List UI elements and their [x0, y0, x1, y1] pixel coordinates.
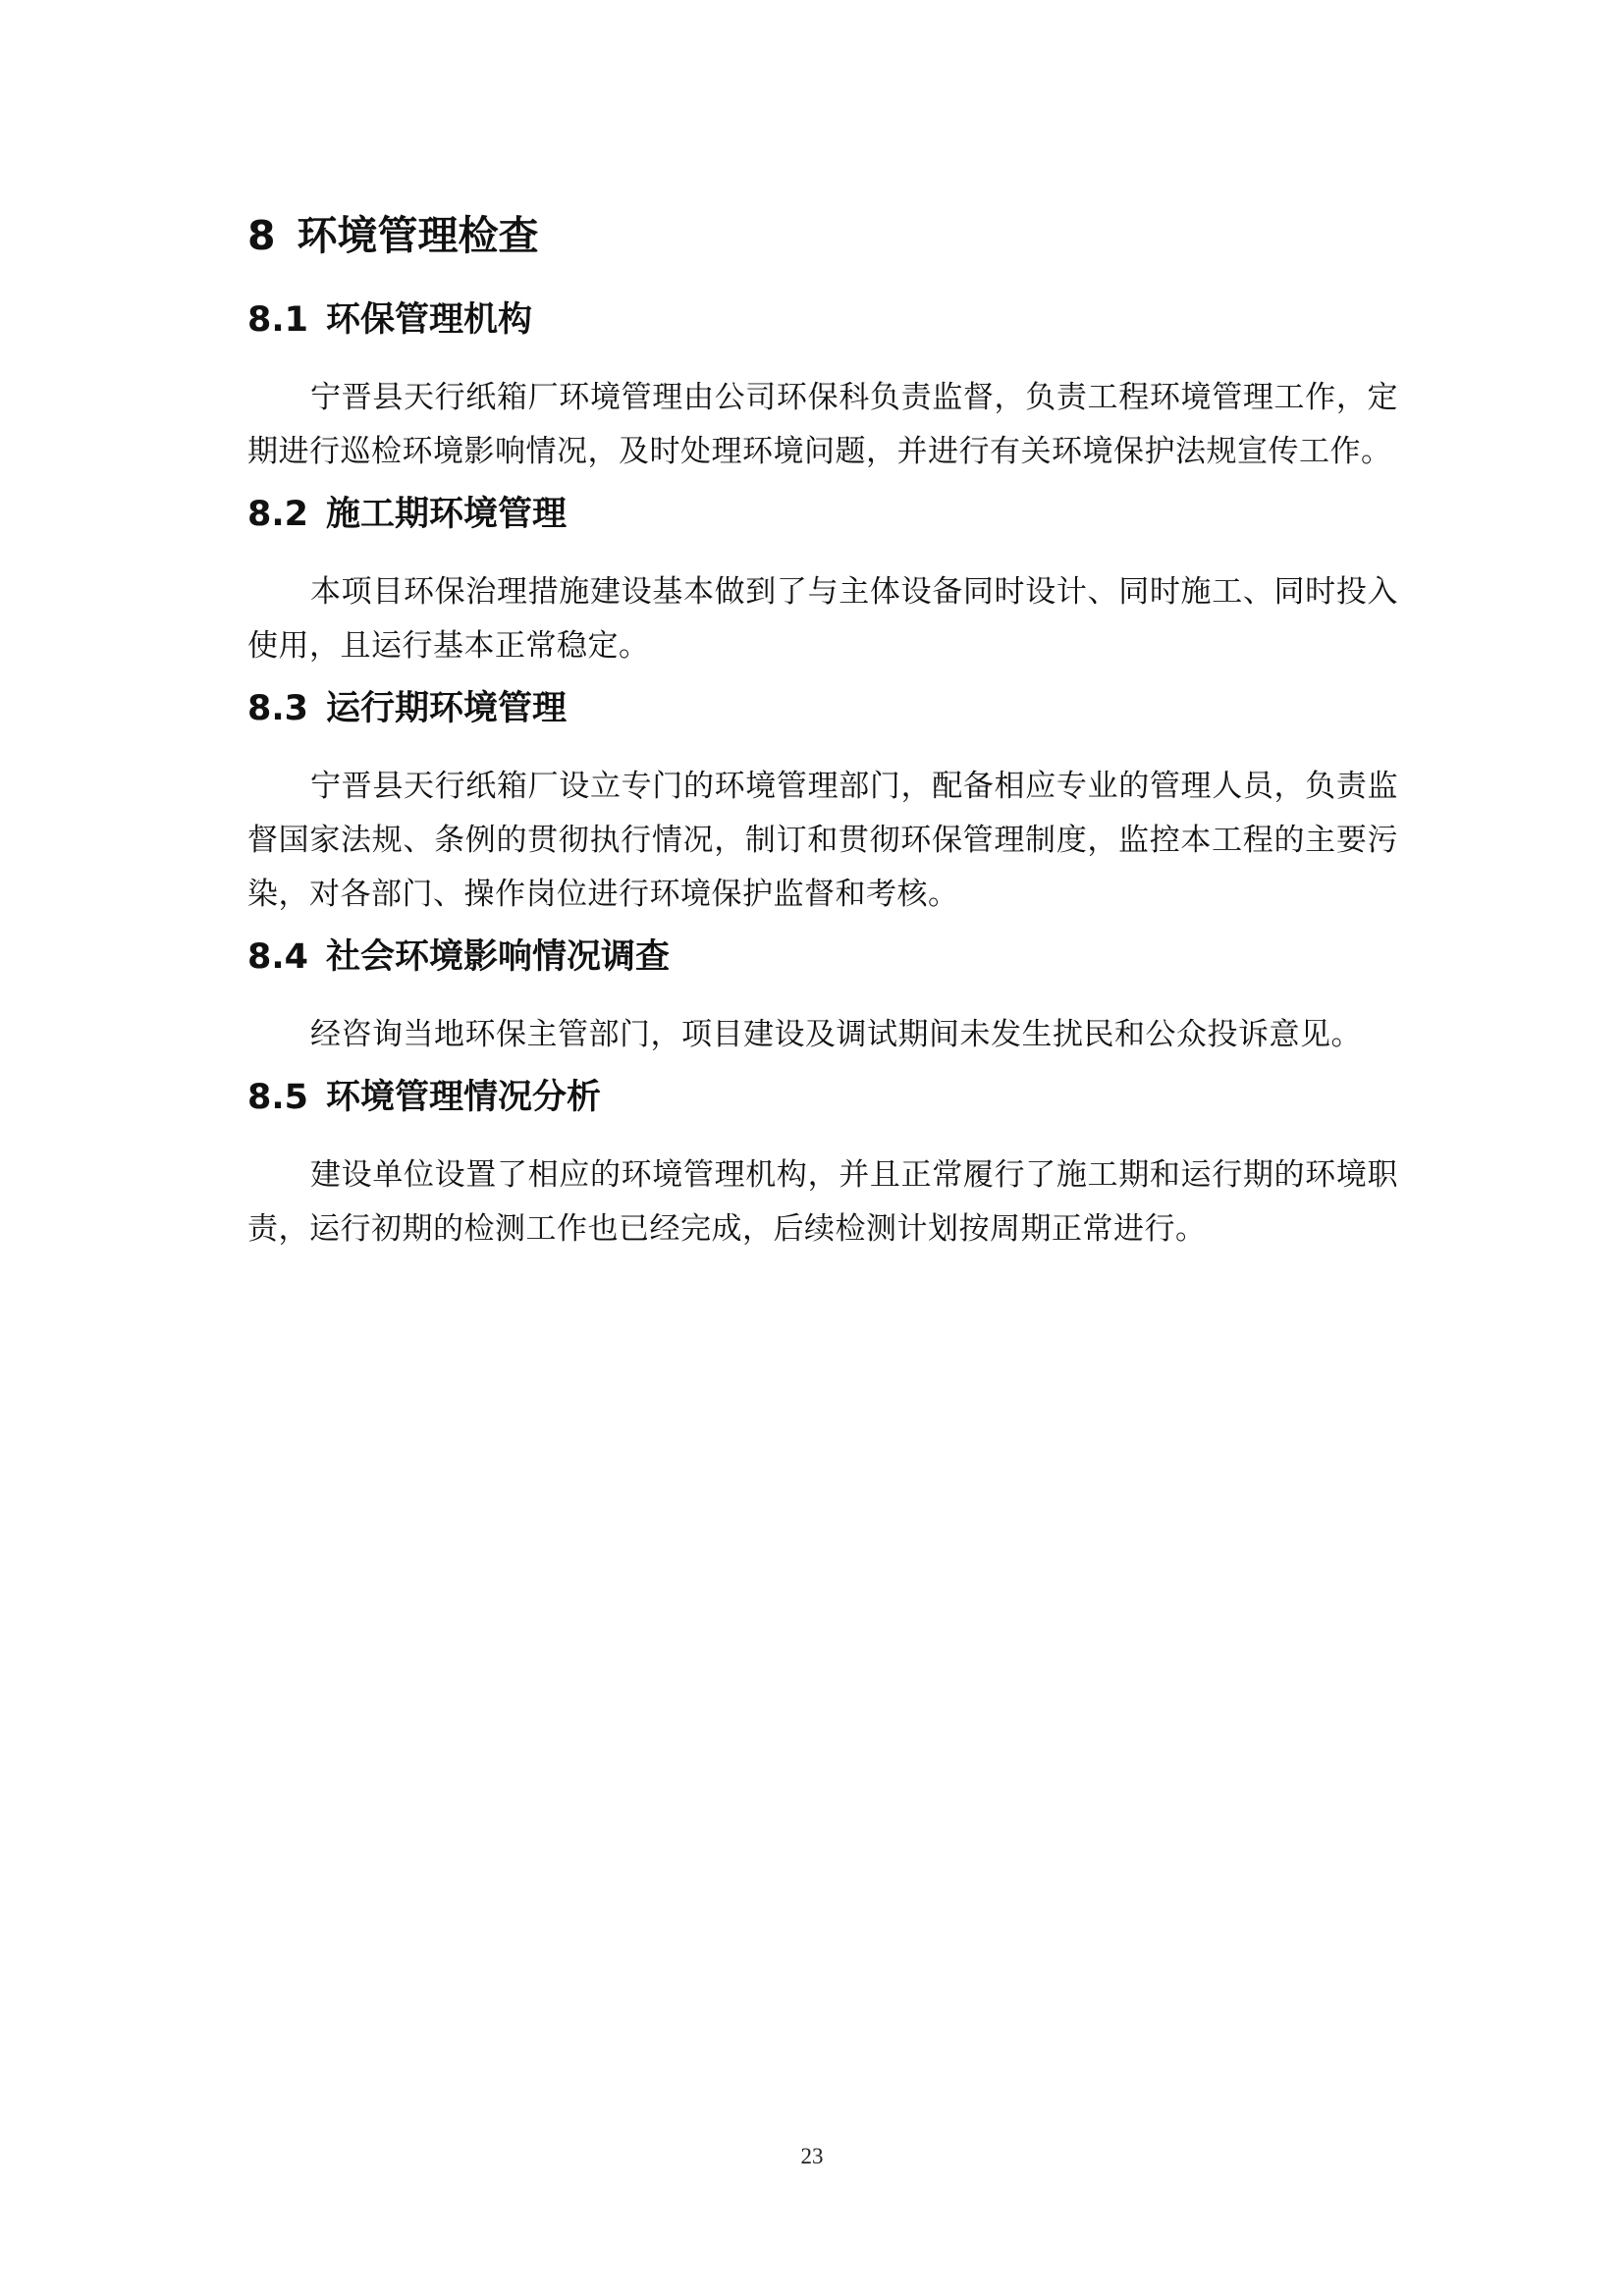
section-number: 8.4	[247, 937, 309, 977]
section-paragraph: 宁晋县天行纸箱厂环境管理由公司环保科负责监督，负责工程环境管理工作，定期进行巡检环境影响情况，及时处理环境问题，并进行有关环境保护法规宣传工作。	[247, 380, 1398, 469]
section-8-1	[247, 296, 1398, 479]
section-number: 8.3	[247, 689, 309, 728]
section-title: 施工期环境管理	[326, 495, 568, 534]
section-heading	[247, 685, 1398, 732]
section-paragraph: 建设单位设置了相应的环境管理机构，并且正常履行了施工期和运行期的环境职责，运行初期的检测工作也已经完成，后续检测计划按周期正常进行。	[247, 1157, 1398, 1247]
chapter-heading	[247, 208, 1398, 263]
section-8-4	[247, 934, 1398, 1062]
section-number: 8.1	[247, 300, 309, 340]
section-number: 8.2	[247, 495, 309, 534]
section-paragraph: 本项目环保治理措施建设基本做到了与主体设备同时设计、同时施工、同时投入使用，且运行基本正常稳定。	[247, 574, 1398, 664]
section-paragraph: 经咨询当地环保主管部门，项目建设及调试期间未发生扰民和公众投诉意见。	[310, 1017, 1362, 1052]
section-number: 8.5	[247, 1078, 309, 1117]
section-title: 运行期环境管理	[326, 689, 568, 728]
chapter-number: 8	[247, 212, 276, 259]
section-paragraph: 宁晋县天行纸箱厂设立专门的环境管理部门，配备相应专业的管理人员，负责监督国家法规、条例的贯彻执行情况，制订和贯彻环保管理制度，监控本工程的主要污染，对各部门、操作岗位进行环境保护监督和考核。	[247, 769, 1398, 912]
page-number: 23	[800, 2144, 824, 2168]
section-8-3	[247, 685, 1398, 922]
section-heading	[247, 491, 1398, 538]
section-8-2	[247, 491, 1398, 673]
page-content	[247, 208, 1398, 1268]
section-heading	[247, 1074, 1398, 1121]
chapter-title: 环境管理检查	[297, 212, 539, 259]
section-title: 环保管理机构	[326, 300, 533, 340]
section-8-5	[247, 1074, 1398, 1256]
section-title: 环境管理情况分析	[326, 1078, 602, 1117]
section-title: 社会环境影响情况调查	[326, 937, 671, 977]
section-heading	[247, 934, 1398, 981]
section-heading	[247, 296, 1398, 344]
